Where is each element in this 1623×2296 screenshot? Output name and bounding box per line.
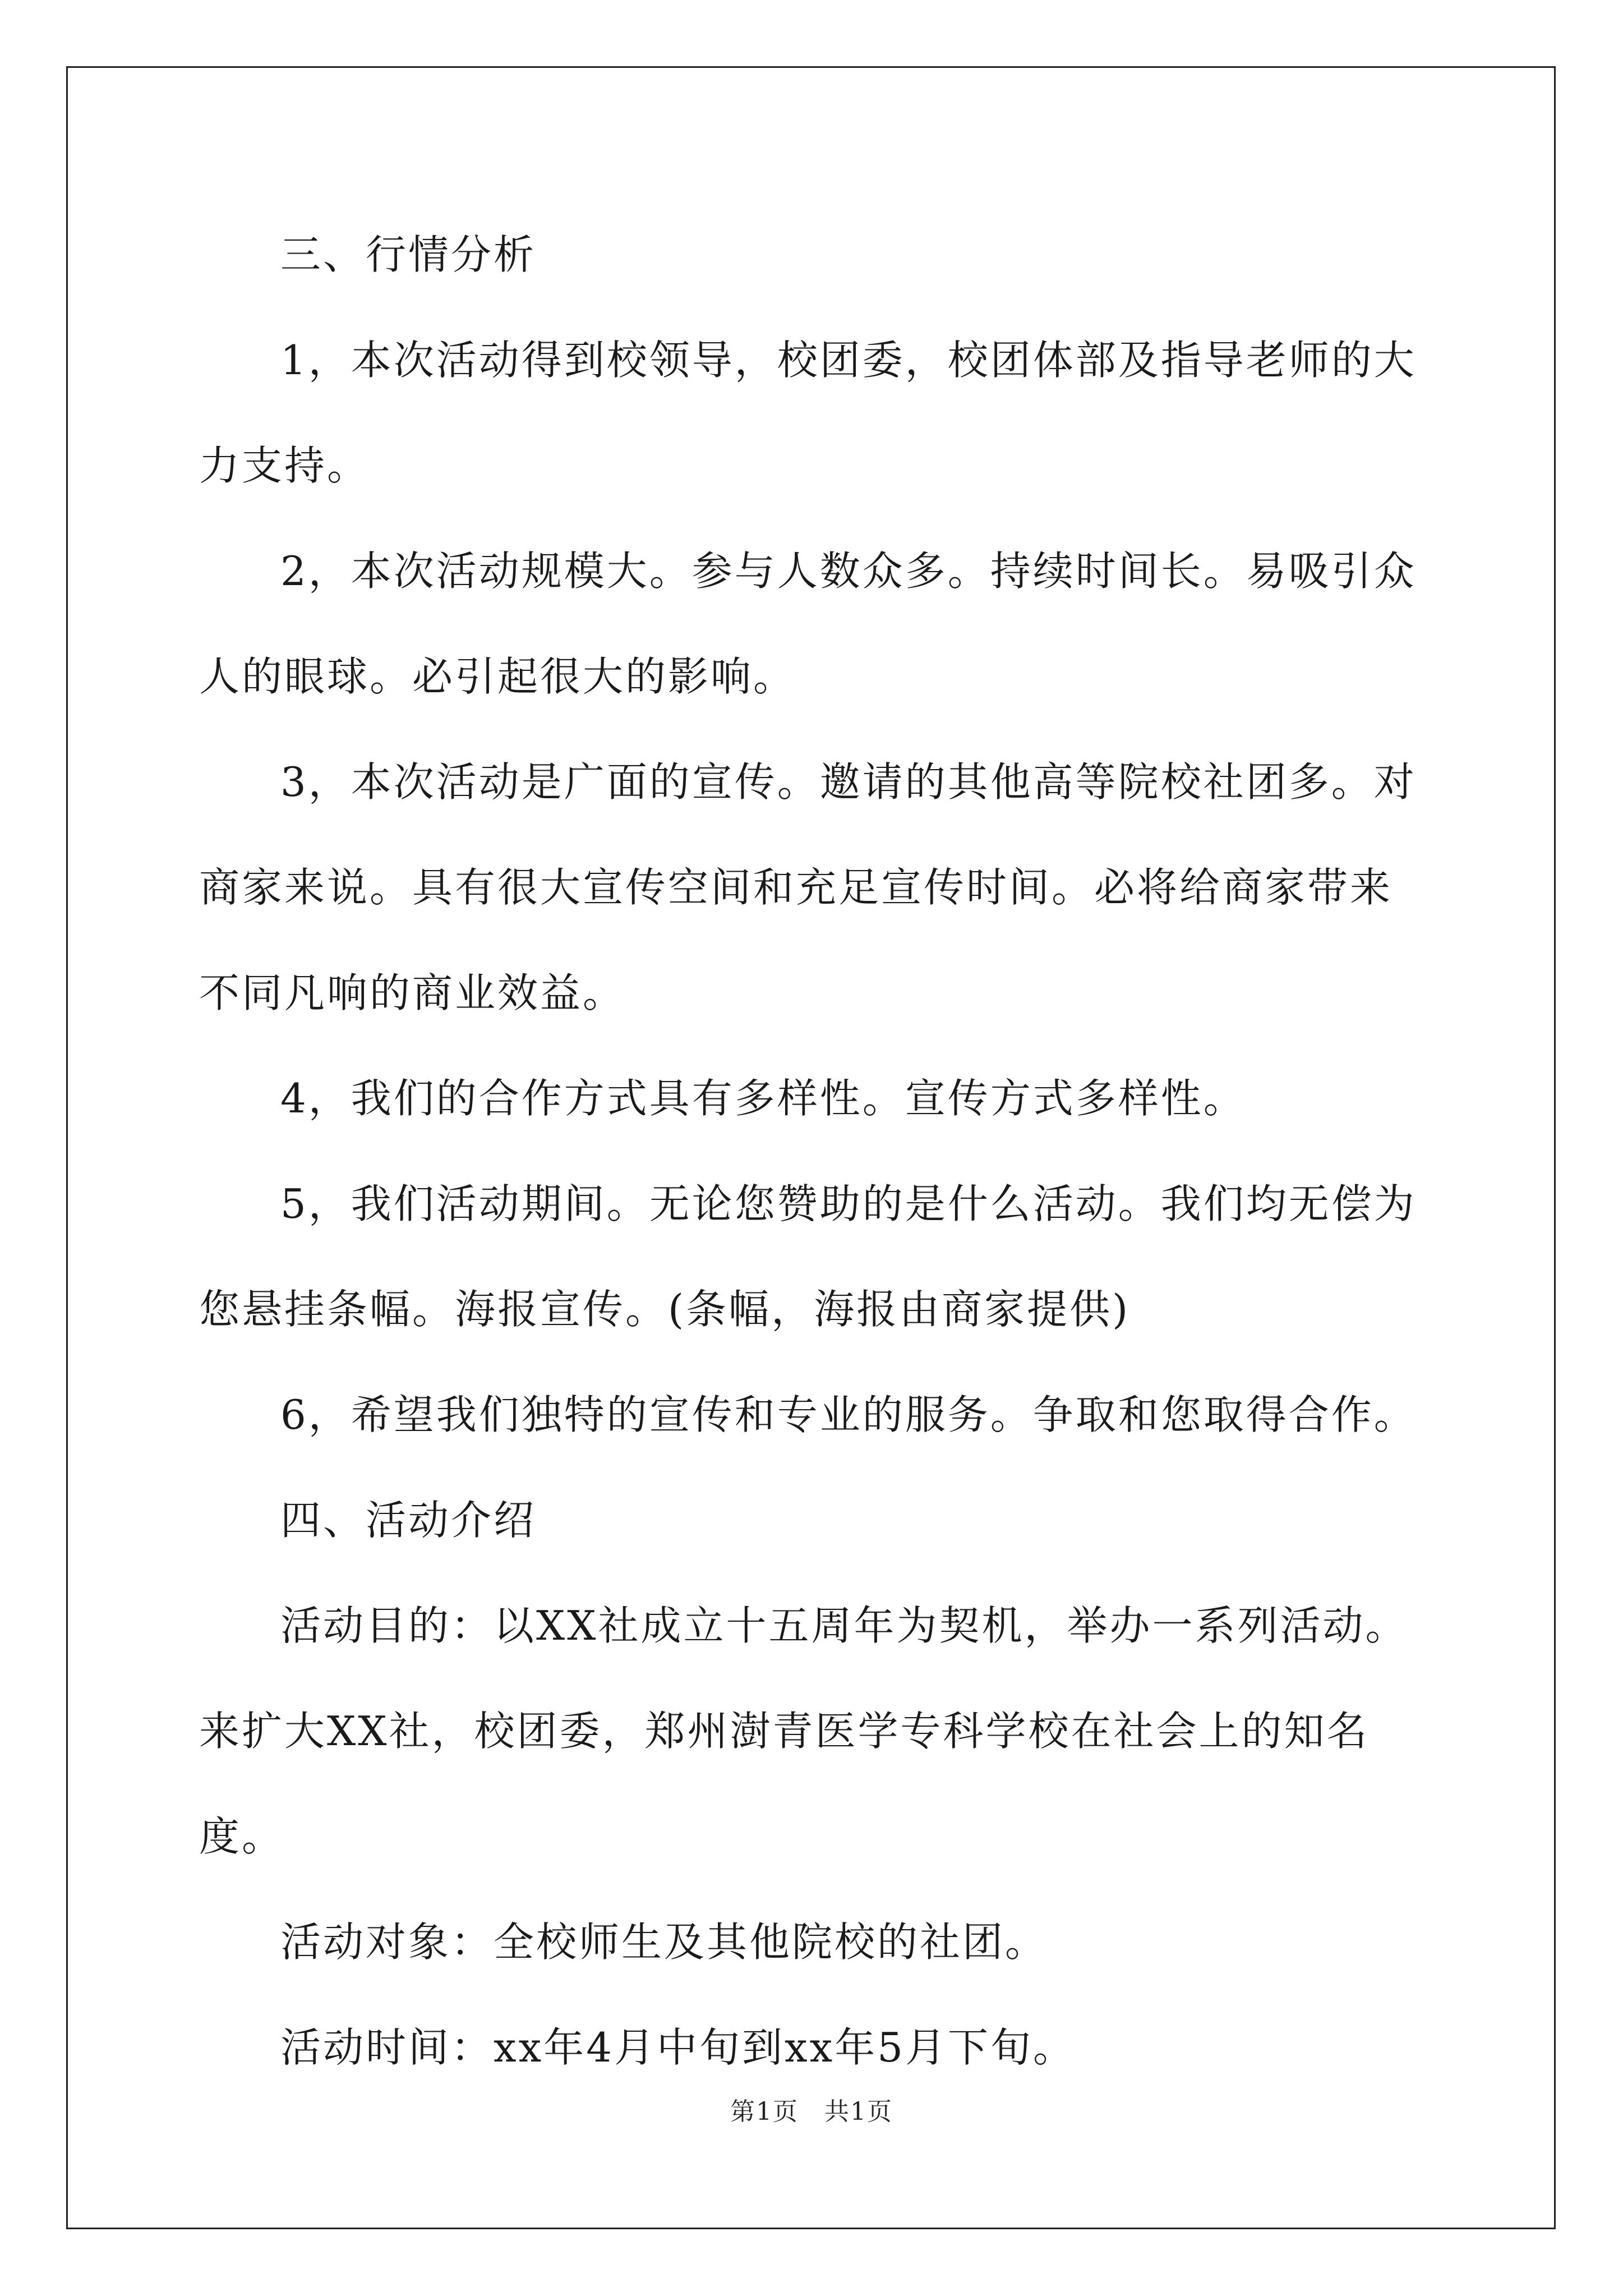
paragraph: 5，我们活动期间。无论您赞助的是什么活动。我们均无偿为您悬挂条幅。海报宣传。(条幅，海报由商家提供) bbox=[199, 1180, 1417, 1333]
section-heading: 三、行情分析 bbox=[280, 231, 537, 278]
paragraph: 1，本次活动得到校领导，校团委，校团体部及指导老师的大力支持。 bbox=[199, 337, 1417, 489]
paragraph: 活动对象：全校师生及其他院校的社团。 bbox=[280, 1918, 1048, 1966]
section-heading: 四、活动介绍 bbox=[280, 1497, 537, 1544]
paragraph: 活动目的：以XX社成立十五周年为契机，举办一系列活动。来扩大XX社，校团委，郑州澍青医学专科学校在社会上的知名度。 bbox=[199, 1602, 1408, 1860]
paragraph: 6，希望我们独特的宣传和专业的服务。争取和您取得合作。 bbox=[280, 1391, 1417, 1438]
paragraph: 4，我们的合作方式具有多样性。宣传方式多样性。 bbox=[280, 1075, 1246, 1122]
page-footer: 第1页 共1页 bbox=[730, 2097, 893, 2126]
paragraph: 3，本次活动是广面的宣传。邀请的其他高等院校社团多。对商家来说。具有很大宣传空间和充足宣传时间。必将给商家带来不同凡响的商业效益。 bbox=[199, 758, 1417, 1016]
paragraph: 2，本次活动规模大。参与人数众多。持续时间长。易吸引众人的眼球。必引起很大的影响。 bbox=[199, 547, 1417, 700]
paragraph: 活动时间：xx年4月中旬到xx年5月下旬。 bbox=[280, 2024, 1076, 2071]
document-body bbox=[199, 202, 1427, 2100]
